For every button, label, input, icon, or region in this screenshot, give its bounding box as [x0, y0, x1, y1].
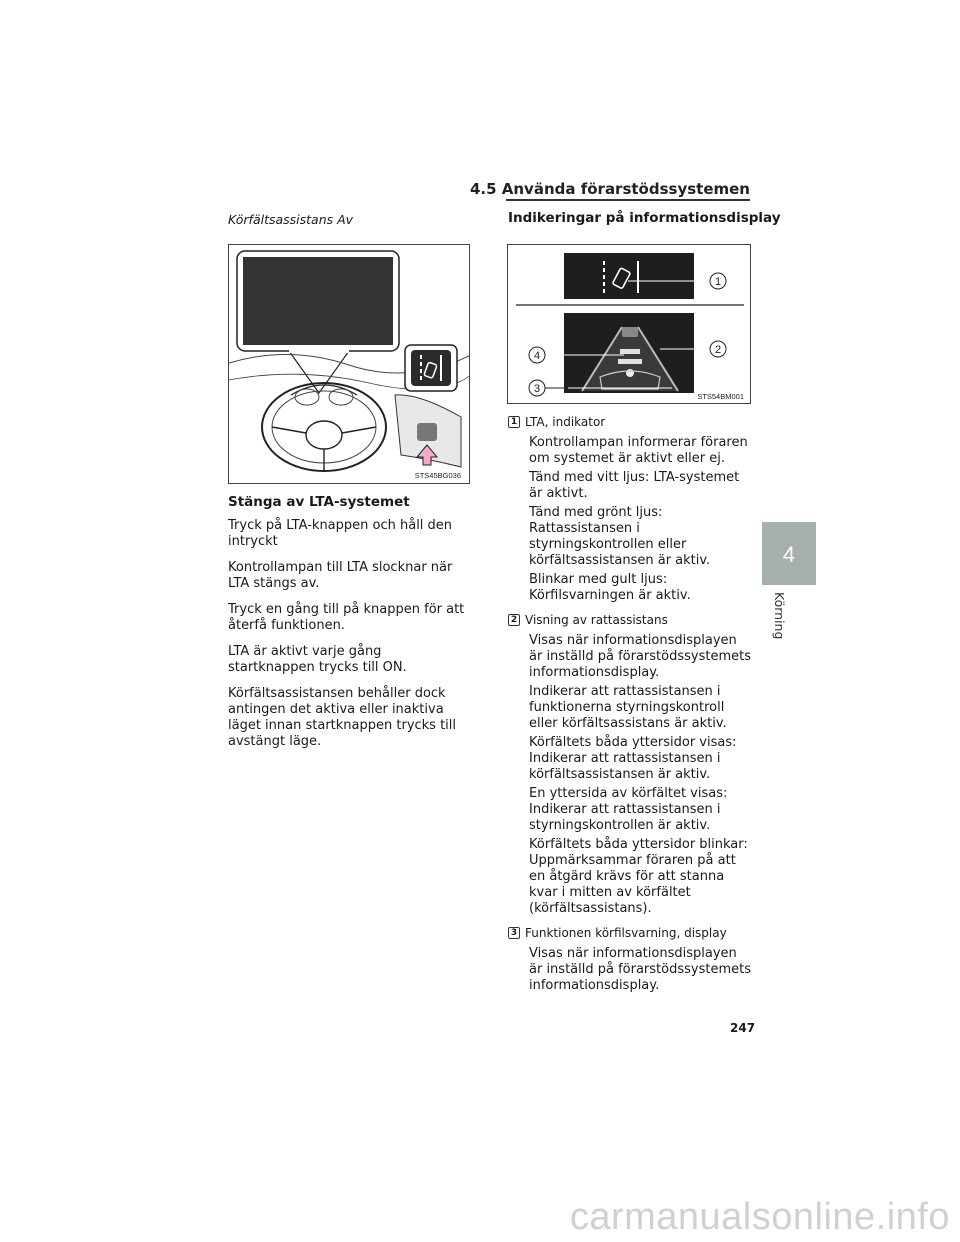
item-description: Blinkar med gult ljus: Körfilsvarningen är aktiv. — [529, 572, 691, 603]
callout-3: 3 — [533, 383, 541, 395]
item-title-text: Visning av rattassistans — [525, 613, 668, 627]
item-description: Tänd med vitt ljus: LTA-systemet är aktivt. — [529, 470, 740, 501]
chapter-tab — [762, 522, 816, 585]
callout-2: 2 — [714, 344, 722, 356]
item-description: Indikerar att rattassistansen i funktionerna styrningskontroll eller körfältsassistans är aktiv. — [529, 684, 727, 731]
item-description: Kontrollampan informerar föraren om systemet är aktivt eller ej. — [529, 435, 748, 466]
dashboard-drawing — [229, 245, 470, 484]
callout-4: 4 — [533, 350, 541, 362]
paragraph: LTA är aktivt varje gång startknappen trycks till ON. — [228, 644, 407, 675]
right-text-body — [508, 414, 754, 997]
figure-caption: Körfältsassistans Av — [228, 212, 354, 227]
figure-code: STS54BM001 — [697, 392, 744, 401]
item-description: Visas när informationsdisplayen är inställd på förarstödssystemets informationsdisplay. — [529, 946, 751, 993]
information-display-illustration — [507, 244, 751, 404]
section-heading: Indikeringar på informationsdisplay — [508, 210, 781, 226]
list-item-title — [508, 925, 754, 941]
figure-code: STS45BG036 — [414, 471, 461, 480]
paragraph: Kontrollampan till LTA slocknar när LTA stängs av. — [228, 560, 453, 591]
paragraph: Tryck på LTA-knappen och håll den intryckt — [228, 518, 453, 549]
list-item-title — [508, 414, 754, 430]
section-heading: Stänga av LTA-systemet — [228, 494, 410, 510]
item-title-text: LTA, indikator — [525, 415, 606, 429]
page-number: 247 — [730, 1021, 756, 1035]
left-text-body — [228, 494, 468, 760]
chapter-name: Körning — [772, 592, 787, 640]
callout-1: 1 — [714, 276, 722, 288]
number-badge: 1 — [508, 416, 520, 428]
list-item-title — [508, 612, 754, 628]
paragraph: Körfältsassistansen behåller dock antingen det aktiva eller inaktiva läget innan startknappen trycks till avstängt läge. — [228, 686, 457, 749]
item-description: Körfältets båda yttersidor blinkar: Uppmärksammar föraren på att en åtgärd krävs för att stanna kvar i mitten av körfältet (körfältsassistans). — [529, 837, 748, 916]
number-badge: 2 — [508, 614, 520, 626]
section-title: 4.5 Använda förarstödssystemen — [469, 180, 750, 198]
paragraph: Tryck en gång till på knappen för att återfå funktionen. — [228, 602, 465, 633]
header-divider — [506, 199, 750, 201]
item-description: Körfältets båda yttersidor visas: Indikerar att rattassistansen i körfältsassistansen är aktiv. — [529, 735, 737, 782]
item-description: Visas när informationsdisplayen är inställd på förarstödssystemets informationsdisplay. — [529, 633, 751, 680]
display-drawing — [508, 245, 751, 404]
item-description: En yttersida av körfältet visas: Indikerar att rattassistansen i styrningskontrollen är aktiv. — [529, 786, 728, 833]
watermark: carmanualsonline.info — [569, 1196, 950, 1238]
chapter-number: 4 — [782, 542, 796, 567]
steering-wheel-illustration — [228, 244, 470, 484]
item-title-text: Funktionen körfilsvarning, display — [525, 926, 727, 940]
number-badge: 3 — [508, 927, 520, 939]
item-description: Tänd med grönt ljus: Rattassistansen i styrningskontrollen eller körfältsassistansen är aktiv. — [529, 505, 711, 568]
